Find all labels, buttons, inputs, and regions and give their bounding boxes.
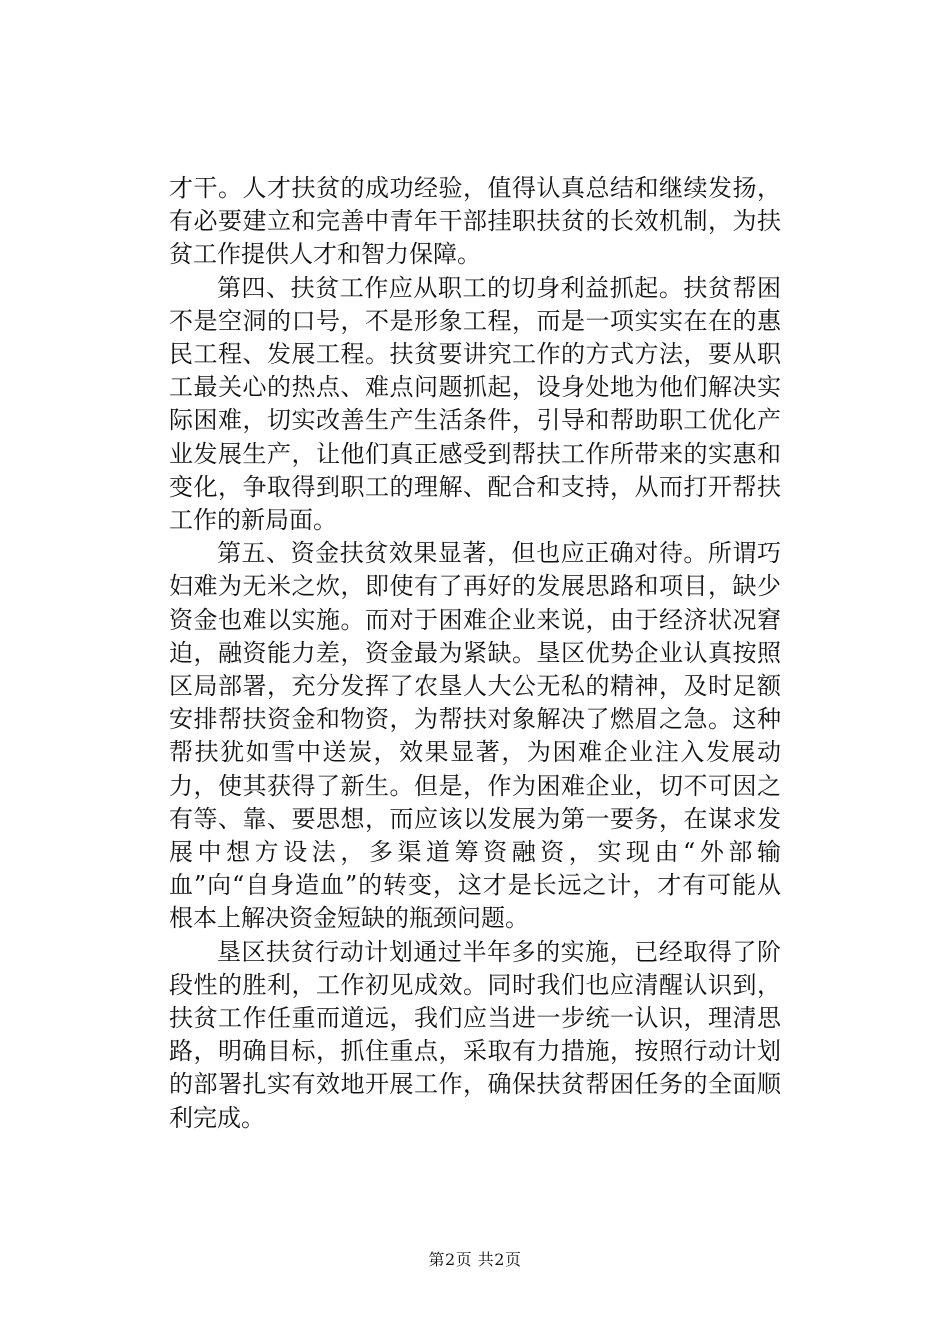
document-body [169,172,781,1135]
paragraph-point-five: 第五、资金扶贫效果显著，但也应正确对待。所谓巧妇难为无米之炊，即使有了再好的发展思路和项目，缺少资金也难以实施。而对于困难企业来说，由于经济状况窘迫，融资能力差，资金最为紧缺。垦区优势企业认真按照区局部署，充分发挥了农垦人大公无私的精神，及时足额安排帮扶资金和物资，为帮扶对象解决了燃眉之急。这种帮扶犹如雪中送炭，效果显著，为困难企业注入发展动力，使其获得了新生。但是，作为困难企业，切不可因之有等、靠、要思想，而应该以发展为第一要务，在谋求发展中想方设法，多渠道筹资融资，实现由“外部输血”向“自身造血”的转变，这才是长远之计，才有可能从根本上解决资金短缺的瓶颈问题。 [169,539,781,933]
paragraph-continuation: 才干。人才扶贫的成功经验，值得认真总结和继续发扬，有必要建立和完善中青年干部挂职扶贫的长效机制，为扶贫工作提供人才和智力保障。 [169,174,781,269]
page-footer: 第2页 共2页 [428,1250,522,1269]
paragraph-point-four: 第四、扶贫工作应从职工的切身利益抓起。扶贫帮困不是空洞的口号，不是形象工程，而是一项实实在在的惠民工程、发展工程。扶贫要讲究工作的方式方法，要从职工最关心的热点、难点问题抓起，设身处地为他们解决实际困难，切实改善生产生活条件，引导和帮助职工优化产业发展生产，让他们真正感受到帮扶工作所带来的实惠和变化，争取得到职工的理解、配合和支持，从而打开帮扶工作的新局面。 [169,273,781,535]
paragraph-conclusion: 垦区扶贫行动计划通过半年多的实施，已经取得了阶段性的胜利，工作初见成效。同时我们也应清醒认识到，扶贫工作任重而道远，我们应当进一步统一认识，理清思路，明确目标，抓住重点，采取有力措施，按照行动计划的部署扎实有效地开展工作，确保扶贫帮困任务的全面顺利完成。 [169,937,781,1132]
